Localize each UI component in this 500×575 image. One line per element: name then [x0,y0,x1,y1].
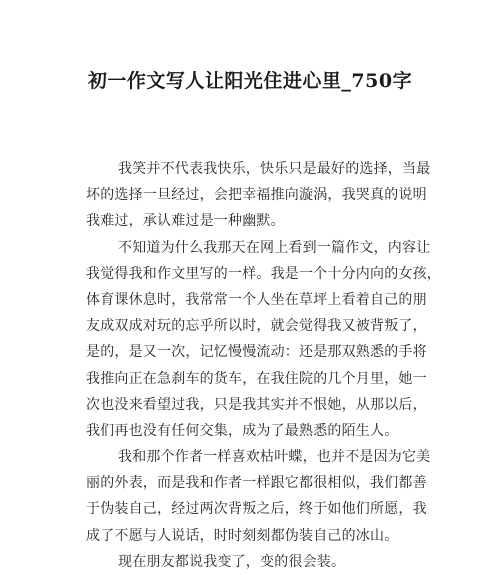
text-line: 于伪装自己，经过两次背叛之后，终于如他们所愿，我 [86,501,427,518]
document-title: 初一作文写人让阳光住进心里_750字 [87,70,413,92]
text-line: 体育课休息时，我常常一个人坐在草坪上看着自己的朋 [86,291,427,308]
text-line: 我推向正在急刹车的货车，在我住院的几个月里，她一 [86,370,427,387]
text-line: 我笑并不代表我快乐，快乐只是最好的选择，当最 [118,161,431,177]
text-line: 友成双成对玩的忘乎所以时，就会觉得我又被背叛了， [86,318,427,335]
text-line: 现在朋友都说我变了，变的很会装。 [118,553,346,570]
text-line: 是的，是又一次，记忆慢慢流动：还是那双熟悉的手将 [86,344,427,361]
document-body [86,156,441,575]
text-line: 丽的外表，而是我和作者一样跟它都很相似，我们都善 [86,475,427,492]
text-line: 成了不愿与人说话，时时刻刻都伪装自己的冰山。 [86,527,399,544]
text-line: 我觉得我和作文里写的一样。我是一个十分内向的女孩， [86,265,441,282]
text-line: 我和那个作者一样喜欢枯叶蝶，也并不是因为它美 [118,449,431,466]
text-line: 我们再也没有任何交集，成为了最熟悉的陌生人。 [86,422,399,439]
text-line: 不知道为什么我那天在网上看到一篇作文，内容让 [118,239,431,256]
text-line: 我难过，承认难过是一种幽默。 [86,213,285,230]
text-line: 次也没来看望过我，只是我其实并不恨她，从那以后， [86,396,427,413]
text-line: 坏的选择一旦经过，会把幸福推向漩涡，我哭真的说明 [86,187,427,204]
